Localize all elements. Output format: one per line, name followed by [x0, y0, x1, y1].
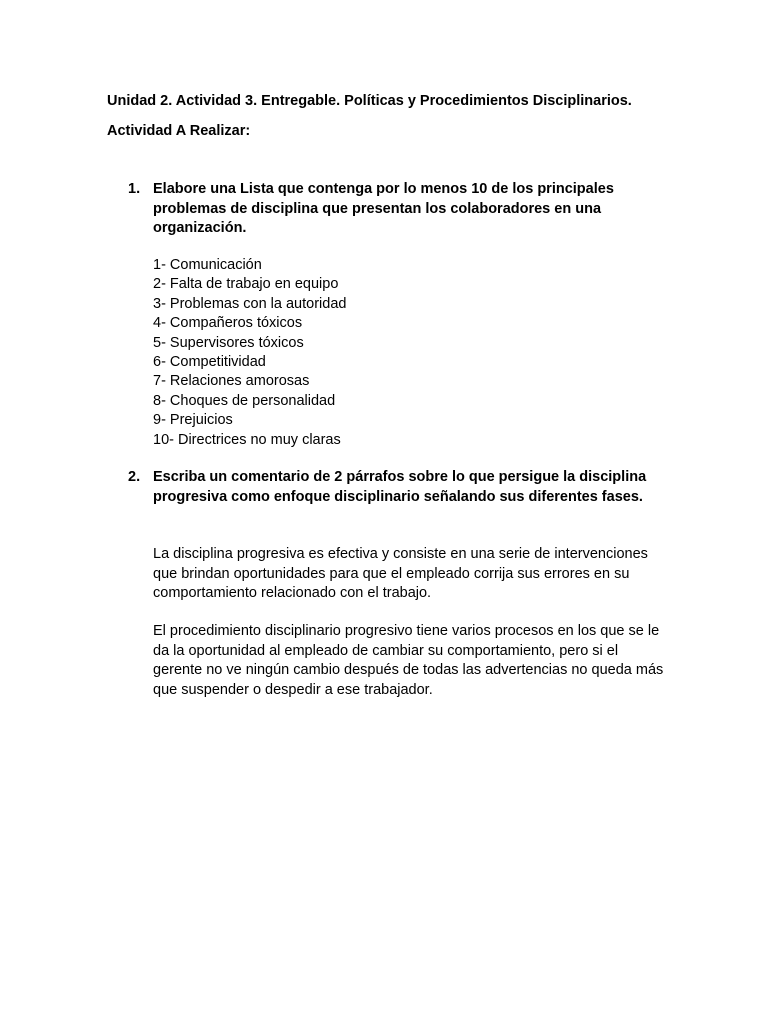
- question-number: 1.: [128, 181, 141, 197]
- activity-heading: Actividad A Realizar:: [107, 123, 251, 139]
- document-title: Unidad 2. Actividad 3. Entregable. Políticas y Procedimientos Disciplinarios.: [107, 93, 632, 109]
- list-item: 6- Competitividad: [153, 354, 266, 371]
- list-item: 5- Supervisores tóxicos: [153, 334, 304, 351]
- comment-paragraph-2: El procedimiento disciplinario progresivo tiene varios procesos en los que se le da la oportunidad al empleado de cambiar su comportamiento, pero si el gerente no ve ningún cambio después de todas las advertencias no queda más que suspender o despedir a ese trabajador.: [153, 623, 664, 698]
- comment-paragraph-1: La disciplina progresiva es efectiva y consiste en una serie de intervenciones que brindan oportunidades para que el empleado corrija sus errores en su comportamiento relacionado con el trabajo.: [153, 546, 648, 601]
- list-item: 3- Problemas con la autoridad: [153, 295, 347, 312]
- list-item: 9- Prejuicios: [153, 412, 233, 429]
- question-number: 2.: [128, 469, 141, 485]
- list-item: 4- Compañeros tóxicos: [153, 315, 303, 332]
- list-item: 10- Directrices no muy claras: [153, 431, 341, 448]
- list-item: 2- Falta de trabajo en equipo: [153, 276, 339, 293]
- problems-list: [153, 256, 346, 450]
- question-text: Escriba un comentario de 2 párrafos sobre lo que persigue la disciplina progresiva como enfoque disciplinario señalando sus diferentes fases.: [153, 469, 647, 505]
- question-text: Elabore una Lista que contenga por lo menos 10 de los principales problemas de disciplina que presentan los colaboradores en una organización.: [153, 181, 614, 236]
- list-item: 8- Choques de personalidad: [153, 392, 336, 409]
- list-item: 1- Comunicación: [153, 257, 262, 273]
- list-item: 7- Relaciones amorosas: [153, 373, 310, 390]
